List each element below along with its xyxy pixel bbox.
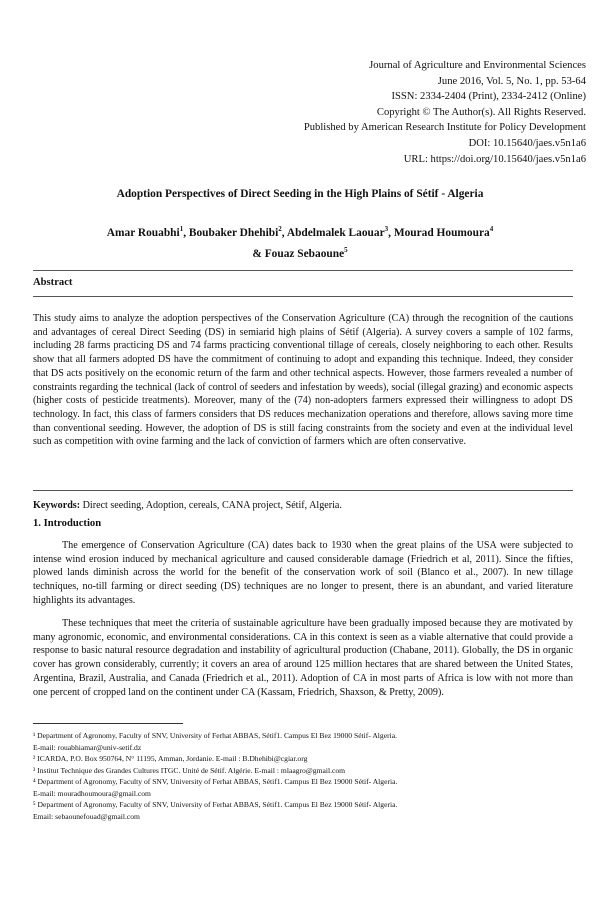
footnote-line: ² ICARDA, P.O. Box 950764, N° 11195, Amman, Jordanie. E-mail : B.Dhehibi@cgiar.org — [33, 754, 308, 763]
author-joiner: & — [252, 247, 265, 260]
journal-url[interactable]: URL: https://doi.org/10.15640/jaes.v5n1a6 — [403, 153, 586, 165]
author-mark: 3 — [384, 225, 389, 233]
abstract-text: This study aims to analyze the adoption perspectives of the Conservation Agriculture (CA) through the recognition of the cautions and advantages of cereal Direct Seeding (DS) in semiarid high plains of Sétif (Algeria). A survey covers a sample of 102 farms, including 28 farms practicing DS and 74 farms practicing conventional tillage of cereals, closely neighboring to each other. Results show that all farmers adopted DS have the commitment of continuing to adopt and expanding this technique. Indeed, they consider that DS acts positively on the economic return of the farm and other technical aspects. However, those farmers revealed a number of constraints regarding the technical (lack of control of seeders and infestation by weeds), social (illegal grazing) and economic aspects (higher costs of pesticide treatments). Moreover, many of the (74) non-adopters farmers expressed their willingness to adopt DS technology. In fact, this class of farmers considers that DS reduces mechanization operations and therefore, allows saving more time than conventional seeding. However, the adoption of DS is still facing constraints from the society and even at the individual level such as competition with ovine farming and the lack of conviction of farmers which are often conservative. — [33, 313, 573, 448]
footnote-rule — [33, 723, 183, 724]
journal-doi[interactable]: DOI: 10.15640/jaes.v5n1a6 — [468, 137, 586, 149]
journal-publisher: Published by American Research Institute for Policy Development — [303, 122, 586, 134]
footnote-line: ¹ Department of Agronomy, Faculty of SNV, University of Ferhat ABBAS, Sétif1. Campus El Bez 19000 Sétif- Algeria. — [33, 731, 397, 740]
author-name: Amar Rouabhi — [106, 226, 180, 239]
journal-issn: ISSN: 2334-2404 (Print), 2334-2412 (Online) — [391, 91, 586, 103]
intro-paragraph: These techniques that meet the criteria of sustainable agriculture have been gradually imposed because they are motivated by many agronomic, economic, and environmental considerations. CA in this context is seen as a viable alternative that could provide a response to basic natural resource degradation and instability of agricultural production (Chabane, 2011). Globally, the DS in organic cover has grown considerably, currently; it covers an area of around 125 million hectares that are shared between the United States, Argentina, Brazil, Australia, and Canada (Friedrich et al., 2011). Adoption of CA in most parts of Africa is low with not more than one percent of cropped land on the continent under CA (Kassam, Friedrich, Shaxson, & Pretty, 2009). — [33, 618, 573, 698]
author-name: Boubaker Dhehibi — [188, 226, 279, 239]
abstract-heading-rule — [33, 296, 573, 297]
author-name: Abdelmalek Laouar — [286, 226, 385, 239]
author-list: Amar Rouabhi$^1$, Boubaker Dhehibi$^2$, Abdelmalek Laouar$^3$, Mourad Houmoura$^4$ & Fouaz Sebaoune$^5$ — [106, 225, 494, 260]
journal-copyright: Copyright © The Author(s). All Rights Reserved. — [376, 106, 586, 118]
keywords-label: Keywords: — [33, 500, 81, 511]
footnote-line: ³ Institut Technique des Grandes Cultures ITGC. Unité de Sétif. Algérie. E-mail : mlaagro@gmail.com — [33, 765, 346, 775]
paper-title: Adoption Perspectives of Direct Seeding in the High Plains of Sétif - Algeria — [116, 188, 484, 200]
abstract-bottom-rule — [33, 490, 573, 491]
introduction-heading: 1. Introduction — [33, 518, 102, 529]
author-mark: 1 — [179, 225, 184, 233]
author-mark: 5 — [344, 245, 348, 254]
footnotes — [33, 730, 578, 822]
author-name: Mourad Houmoura — [393, 226, 490, 239]
journal-issue: June 2016, Vol. 5, No. 1, pp. 53-64 — [437, 75, 586, 87]
footnote-line: E-mail: rouabhiamar@univ-setif.dz — [33, 742, 142, 752]
footnote-line: Email: sebaounefouad@gmail.com — [33, 811, 140, 821]
abstract-heading: Abstract — [33, 277, 73, 288]
author-mark: 2 — [278, 225, 282, 233]
intro-paragraph: The emergence of Conservation Agriculture (CA) dates back to 1930 when the great plains of the USA were subjected to intense wind erosion induced by mechanical agriculture and caused considerable damage (Friedrich et al, 2011). Since the fifties, plowed lands diminish across the world for the benefit of the conservation work of soil (Blanco et al., 2007). In new tillage techniques, no-till farming or direct seeding (DS) techniques are no longer to present, there is an abundant, and varied literature highlights its advantages. — [33, 540, 573, 606]
keywords-text: Direct seeding, Adoption, cereals, CANA project, Sétif, Algeria. — [82, 500, 342, 511]
footnote-line: E-mail: mouradhoumoura@gmail.com — [33, 788, 151, 798]
footnote-line: ⁴ Department of Agronomy, Faculty of SNV, University of Ferhat ABBAS, Sétif1. Campus El Bez 19000 Sétif- Algeria. — [33, 777, 398, 786]
abstract-top-rule — [33, 270, 573, 271]
keywords-line — [33, 500, 573, 511]
author-name: Fouaz Sebaoune — [264, 247, 345, 260]
journal-name: Journal of Agriculture and Environmental Sciences — [369, 60, 586, 71]
author-mark: 4 — [489, 225, 494, 233]
footnote-line: ⁵ Department of Agronomy, Faculty of SNV, University of Ferhat ABBAS, Sétif1. Campus El Bez 19000 Sétif- Algeria. — [33, 800, 398, 809]
journal-header — [226, 58, 586, 167]
